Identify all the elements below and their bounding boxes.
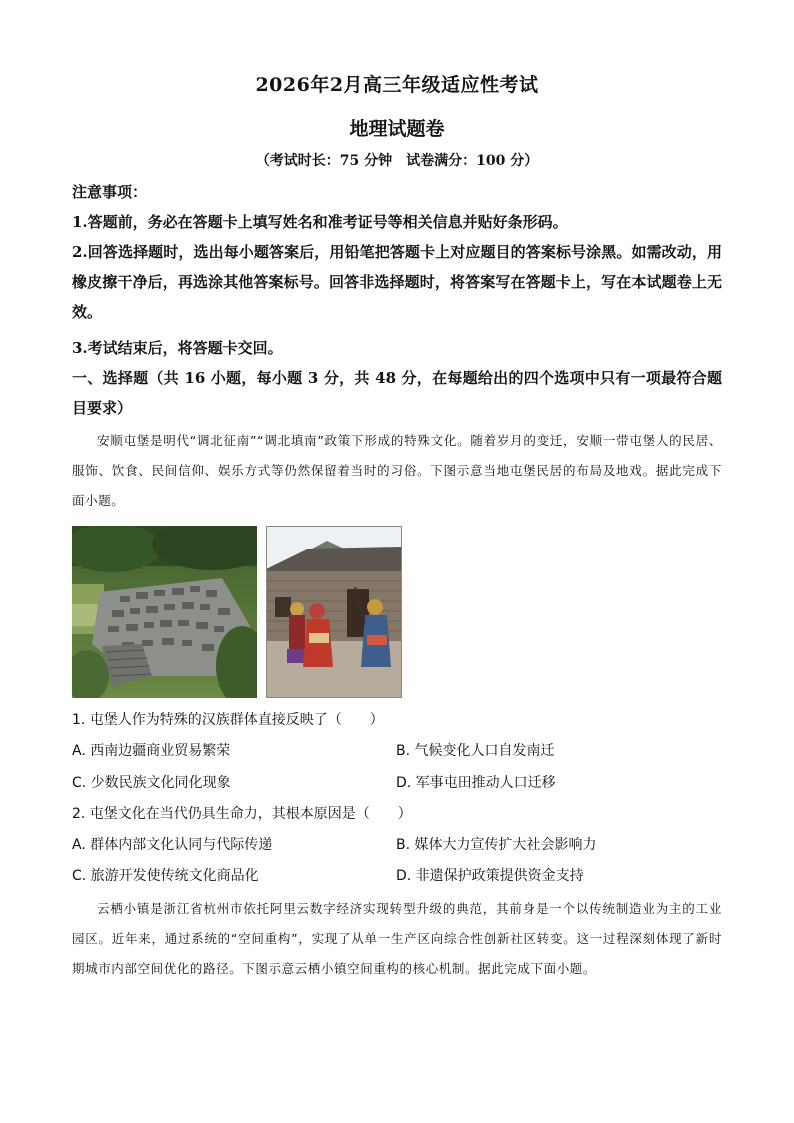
notice-item-3: 3.考试结束后，将答题卡交回。 [72,339,283,357]
dixi-opera-photo-icon [267,527,401,697]
notice-item-1: 1.答题前，务必在答题卡上填写姓名和准考证号等相关信息并贴好条形码。 [72,213,568,231]
question-2-option-b[interactable]: B. 媒体大力宣传扩大社会影响力 [396,837,597,853]
question-1-stem: 1. 屯堡人作为特殊的汉族群体直接反映了（ ） [72,712,384,728]
passage-2: 云栖小镇是浙江省杭州市依托阿里云数字经济实现转型升级的典范，其前身是一个以传统制造业为主的工业园区。近年来，通过系统的“空间重构”，实现了从单一生产区向综合性创新社区转变。这一过程深刻体现了新时期城市内部空间优化的路径。下图示意云栖小镇空间重构的核心机制。据此完成下面小题。 [72,901,722,976]
section-1-heading: 一、选择题（共 16 小题，每小题 3 分，共 48 分，在每题给出的四个选项中只有一项最符合题目要求） [72,369,722,417]
notice-item-2: 2.回答选择题时，选出每小题答案后，用铅笔把答题卡上对应题目的答案标号涂黑。如需改动，用橡皮擦干净后，再选涂其他答案标号。回答非选择题时，将答案写在答题卡上，写在本试题卷上无效。 [72,243,722,321]
question-1-option-b[interactable]: B. 气候变化人口自发南迁 [396,743,555,759]
exam-info: （考试时长：75 分钟 试卷满分：100 分） [255,153,539,169]
village-photo [72,526,257,698]
question-1-option-a[interactable]: A. 西南边疆商业贸易繁荣 [72,743,231,759]
passage-1: 安顺屯堡是明代“调北征南”“调北填南”政策下形成的特殊文化。随着岁月的变迁，安顺一带屯堡人的民居、服饰、饮食、民间信仰、娱乐方式等仍然保留着当时的习俗。下图示意当地屯堡民居的布局及地戏。据此完成下面小题。 [72,433,722,508]
question-2-option-c[interactable]: C. 旅游开发使传统文化商品化 [72,868,259,884]
exam-title: 2026年2月高三年级适应性考试 [255,74,539,96]
question-1-option-c[interactable]: C. 少数民族文化同化现象 [72,775,231,791]
question-1-option-d[interactable]: D. 军事屯田推动人口迁移 [396,775,556,791]
question-2-stem: 2. 屯堡文化在当代仍具生命力，其根本原因是（ ） [72,806,412,822]
question-2-option-a[interactable]: A. 群体内部文化认同与代际传递 [72,837,273,853]
exam-subtitle: 地理试题卷 [349,118,445,140]
dixi-opera-photo [266,526,402,698]
notice-heading: 注意事项： [72,183,148,201]
village-photo-icon [72,526,257,698]
question-2-option-d[interactable]: D. 非遗保护政策提供资金支持 [396,868,584,884]
